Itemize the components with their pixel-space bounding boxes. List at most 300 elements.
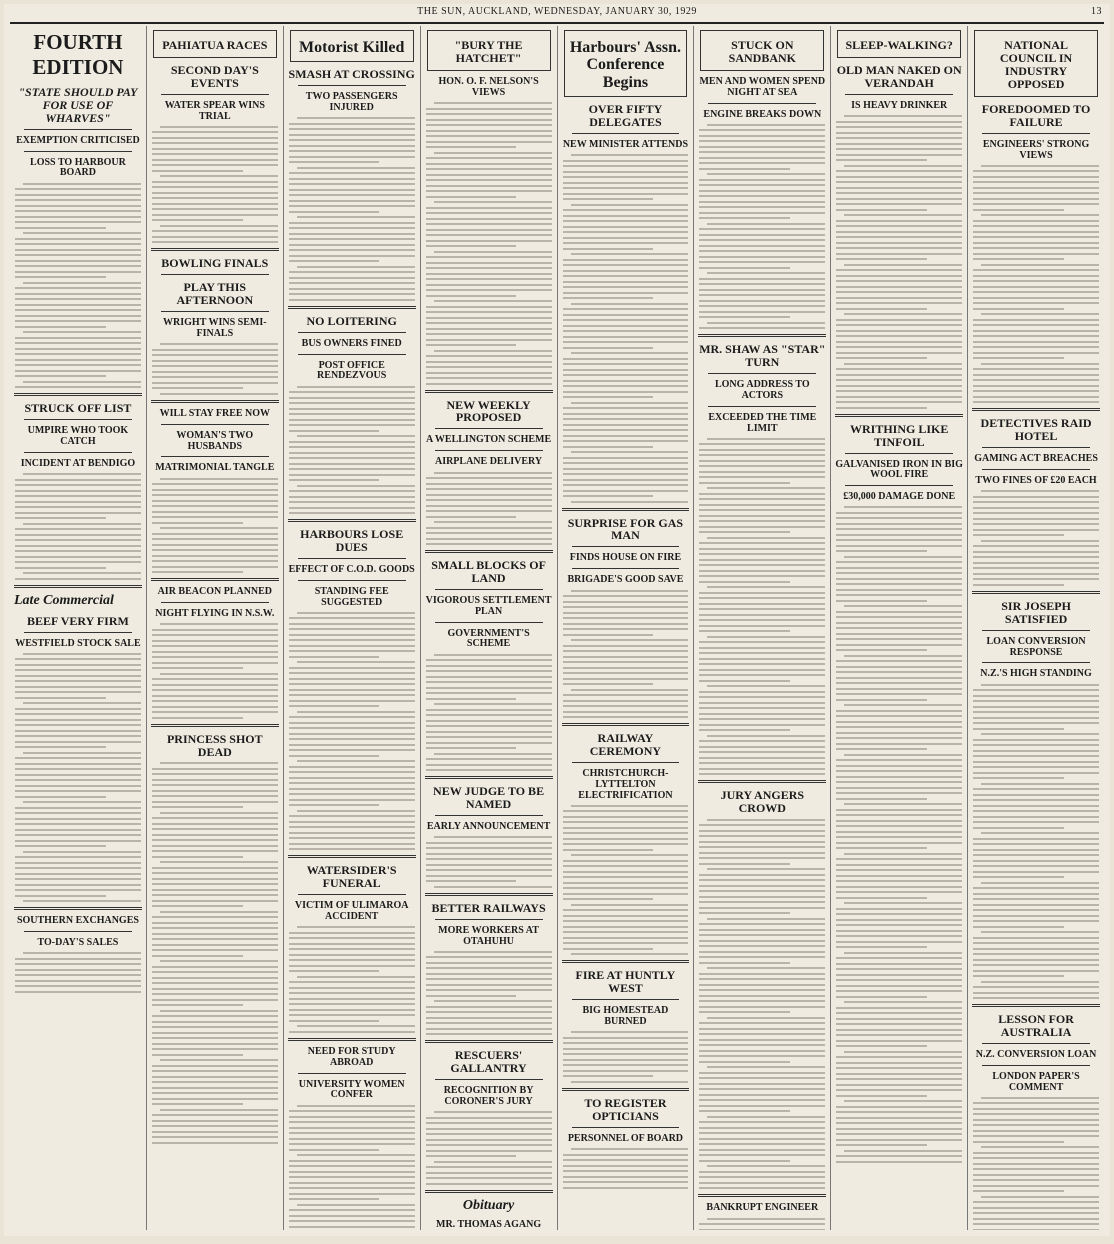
text-line <box>699 1149 825 1151</box>
text-line <box>563 1037 689 1039</box>
subhead-two-fines: TWO FINES OF £20 EACH <box>975 475 1097 487</box>
text-line <box>699 201 825 203</box>
text-line <box>563 1176 689 1178</box>
text-line <box>699 1099 825 1101</box>
text-line <box>152 555 278 557</box>
text-line <box>160 812 278 814</box>
text-line <box>289 277 415 279</box>
article-body <box>152 762 278 1144</box>
text-line <box>699 740 825 742</box>
text-line <box>563 623 689 625</box>
text-line <box>836 924 962 926</box>
text-line <box>707 918 825 920</box>
text-line <box>836 269 962 271</box>
subhead-exemption: EXEMPTION CRITICISED <box>16 134 140 146</box>
text-line <box>563 374 689 376</box>
text-line <box>699 1187 825 1189</box>
text-line <box>426 505 552 507</box>
text-line <box>152 977 278 979</box>
text-line <box>981 832 1099 834</box>
text-line <box>152 241 278 243</box>
text-line <box>699 890 825 892</box>
text-line <box>699 768 825 770</box>
text-line <box>699 696 825 698</box>
text-line <box>152 1032 278 1034</box>
text-line <box>699 835 825 837</box>
text-line <box>973 942 1099 944</box>
text-line <box>563 832 689 834</box>
text-line <box>699 443 825 445</box>
text-line <box>699 256 825 258</box>
text-line <box>563 1170 689 1172</box>
text-line <box>152 214 278 216</box>
text-line <box>699 874 825 876</box>
text-line <box>152 1098 278 1100</box>
text-line <box>289 832 415 834</box>
text-line <box>152 634 278 636</box>
text-line <box>563 319 689 321</box>
headline-bury-hatchet: "BURY THE HATCHET" <box>454 38 523 65</box>
text-line <box>973 1124 1099 1126</box>
text-line <box>836 534 962 536</box>
text-line <box>426 720 552 722</box>
text-line <box>15 309 141 311</box>
text-line <box>563 446 654 448</box>
text-line <box>289 943 415 945</box>
text-line <box>836 842 962 844</box>
text-line <box>289 948 415 950</box>
text-line <box>836 528 962 530</box>
text-line <box>844 115 962 117</box>
text-line <box>23 282 141 284</box>
text-line <box>426 163 552 165</box>
text-line <box>152 349 278 351</box>
text-line <box>426 383 552 385</box>
text-line <box>15 249 141 251</box>
text-line <box>836 963 962 965</box>
text-line <box>563 656 689 658</box>
text-line <box>426 317 552 319</box>
text-line <box>699 217 790 219</box>
text-line <box>289 413 415 415</box>
text-line <box>289 744 415 746</box>
article-body <box>15 183 141 389</box>
text-line <box>426 962 552 964</box>
text-line <box>836 385 962 387</box>
text-line <box>434 102 552 104</box>
text-line <box>699 597 825 599</box>
text-line <box>563 1070 689 1072</box>
text-line <box>973 1113 1099 1115</box>
subhead-cod-goods: EFFECT OF C.O.D. GOODS <box>288 564 415 576</box>
subhead-loan-conversion: LOAN CONVERSION RESPONSE <box>986 635 1086 658</box>
text-line <box>152 522 243 524</box>
text-line <box>699 956 825 958</box>
text-line <box>563 876 689 878</box>
text-line <box>563 937 689 939</box>
article-body <box>699 124 825 330</box>
text-line <box>160 911 278 913</box>
text-line <box>699 619 825 621</box>
text-line <box>297 810 415 812</box>
text-line <box>160 478 278 480</box>
text-line <box>836 170 962 172</box>
text-line <box>699 542 825 544</box>
text-line <box>426 670 552 672</box>
headline-motorist: Motorist Killed <box>299 39 405 56</box>
subhead-standing-fee: STANDING FEE SUGGESTED <box>314 585 389 608</box>
text-line <box>571 501 689 503</box>
text-line <box>699 846 825 848</box>
text-line <box>289 650 415 652</box>
text-line <box>836 1089 962 1091</box>
text-line <box>563 948 654 950</box>
text-line <box>426 322 552 324</box>
text-line <box>563 281 689 283</box>
text-line <box>699 278 825 280</box>
text-line <box>152 823 278 825</box>
text-line <box>563 711 689 713</box>
text-line <box>289 507 415 509</box>
text-line <box>426 289 552 291</box>
text-line <box>836 693 962 695</box>
text-line <box>23 653 141 655</box>
text-line <box>426 157 552 159</box>
text-line <box>707 586 825 588</box>
text-line <box>289 656 380 658</box>
text-line <box>426 725 552 727</box>
text-line <box>434 1111 552 1113</box>
text-line <box>699 978 825 980</box>
text-line <box>699 1083 825 1085</box>
text-line <box>152 933 278 935</box>
text-line <box>563 887 689 889</box>
text-line <box>973 849 1099 851</box>
text-line <box>699 520 825 522</box>
text-line <box>836 974 962 976</box>
text-line <box>426 179 552 181</box>
text-line <box>15 735 141 737</box>
text-line <box>426 687 552 689</box>
text-line <box>973 876 1064 878</box>
text-line <box>836 198 962 200</box>
text-line <box>973 739 1099 741</box>
text-line <box>973 518 1099 520</box>
text-line <box>973 953 1099 955</box>
text-line <box>289 623 415 625</box>
text-line <box>707 1066 825 1068</box>
text-line <box>289 1132 415 1134</box>
text-line <box>160 225 278 227</box>
text-line <box>563 385 689 387</box>
text-line <box>973 192 1099 194</box>
text-line <box>836 154 962 156</box>
text-line <box>836 220 962 222</box>
text-line <box>699 1006 825 1008</box>
text-line <box>699 1176 825 1178</box>
article-body <box>973 165 1099 404</box>
text-line <box>426 190 552 192</box>
text-line <box>152 629 278 631</box>
text-line <box>844 704 962 706</box>
text-line <box>699 912 790 914</box>
article-body <box>15 473 141 580</box>
text-line <box>836 831 962 833</box>
text-line <box>973 346 1099 348</box>
text-line <box>152 142 278 144</box>
text-line <box>15 969 141 971</box>
subhead-over-fifty: OVER FIFTY DELEGATES <box>588 101 663 129</box>
text-line <box>426 245 517 247</box>
text-line <box>152 717 243 719</box>
text-line <box>289 1127 415 1129</box>
subhead-heavy-drinker: IS HEAVY DRINKER <box>851 99 948 111</box>
text-line <box>289 172 415 174</box>
text-line <box>836 869 962 871</box>
subhead-agang: MR. THOMAS AGANG <box>436 1218 542 1230</box>
text-line <box>426 681 552 683</box>
text-line <box>426 130 552 132</box>
text-line <box>23 232 141 234</box>
text-line <box>836 539 962 541</box>
text-line <box>836 1073 962 1075</box>
text-line <box>152 219 243 221</box>
text-line <box>699 641 825 643</box>
text-line <box>699 691 825 693</box>
text-line <box>836 1155 962 1157</box>
text-line <box>973 335 1099 337</box>
text-line <box>297 386 415 388</box>
text-line <box>23 851 141 853</box>
text-line <box>973 920 1099 922</box>
text-line <box>15 675 141 677</box>
text-line <box>426 989 552 991</box>
text-line <box>563 429 689 431</box>
text-line <box>426 339 552 341</box>
text-line <box>289 826 415 828</box>
text-line <box>836 825 962 827</box>
text-line <box>23 572 141 574</box>
text-line <box>836 770 962 772</box>
text-line <box>836 809 962 811</box>
text-line <box>699 751 825 753</box>
text-line <box>289 123 415 125</box>
text-line <box>973 401 1099 403</box>
text-line <box>836 715 962 717</box>
text-line <box>152 170 243 172</box>
text-line <box>289 1143 415 1145</box>
text-line <box>152 489 278 491</box>
text-line <box>426 978 552 980</box>
text-line <box>973 717 1099 719</box>
text-line <box>836 512 962 514</box>
text-line <box>15 680 141 682</box>
text-line <box>289 1176 415 1178</box>
text-line <box>152 889 278 891</box>
headline-will-stay: WILL STAY FREE NOW <box>159 407 271 419</box>
text-line <box>699 162 825 164</box>
text-line <box>836 567 962 569</box>
text-line <box>836 231 962 233</box>
text-line <box>15 763 141 765</box>
text-line <box>434 886 552 888</box>
text-line <box>15 545 141 547</box>
text-line <box>426 295 517 297</box>
text-line <box>289 244 415 246</box>
text-line <box>836 346 962 348</box>
article-body <box>426 951 552 1036</box>
text-line <box>563 187 689 189</box>
text-line <box>297 612 415 614</box>
text-line <box>426 333 552 335</box>
text-line <box>152 382 278 384</box>
text-line <box>973 761 1099 763</box>
text-line <box>426 864 552 866</box>
text-line <box>844 363 962 365</box>
text-line <box>297 266 415 268</box>
subhead-address-actors: LONG ADDRESS TO ACTORS <box>714 379 810 401</box>
text-line <box>563 1159 689 1161</box>
text-line <box>973 385 1099 387</box>
text-line <box>836 633 962 635</box>
text-line <box>836 143 962 145</box>
text-line <box>289 156 415 158</box>
text-line <box>152 651 278 653</box>
text-line <box>699 294 825 296</box>
text-line <box>973 551 1099 553</box>
text-line <box>571 1148 689 1150</box>
text-line <box>152 1026 278 1028</box>
text-line <box>152 131 278 133</box>
text-line <box>152 1142 278 1144</box>
text-line <box>836 324 962 326</box>
text-line <box>699 228 825 230</box>
text-line <box>973 893 1099 895</box>
text-line <box>289 981 415 983</box>
text-line <box>973 357 1064 359</box>
text-line <box>152 483 278 485</box>
subhead-house-fire: FINDS HOUSE ON FIRE <box>569 552 682 564</box>
text-line <box>563 926 689 928</box>
text-line <box>426 853 552 855</box>
text-line <box>563 601 689 603</box>
subhead-wright: WRIGHT WINS SEMI-FINALS <box>163 317 267 340</box>
text-line <box>563 484 689 486</box>
text-line <box>699 1061 790 1063</box>
article-body <box>426 1111 552 1185</box>
text-line <box>434 836 552 838</box>
text-line <box>571 253 689 255</box>
text-line <box>289 1220 415 1222</box>
text-line <box>152 544 278 546</box>
text-line <box>699 663 825 665</box>
text-line <box>289 683 415 685</box>
text-line <box>297 1025 415 1027</box>
text-line <box>15 188 141 190</box>
text-line <box>15 479 141 481</box>
text-line <box>426 538 552 540</box>
text-line <box>289 733 415 735</box>
text-line <box>563 176 689 178</box>
text-line <box>15 567 106 569</box>
text-line <box>289 727 415 729</box>
text-line <box>289 134 415 136</box>
text-line <box>836 858 962 860</box>
text-line <box>836 401 962 403</box>
text-line <box>15 205 141 207</box>
text-line <box>836 666 962 668</box>
text-line <box>152 1065 278 1067</box>
column-7 <box>831 26 968 1230</box>
text-line <box>981 882 1099 884</box>
text-line <box>973 396 1099 398</box>
text-line <box>152 505 278 507</box>
text-line <box>289 200 415 202</box>
article-body <box>426 654 552 772</box>
subhead-ulimaroa: VICTIM OF ULIMAROA ACCIDENT <box>294 900 409 923</box>
text-line <box>699 1050 825 1052</box>
text-line <box>289 722 415 724</box>
text-line <box>297 661 415 663</box>
text-line <box>289 183 415 185</box>
text-line <box>426 355 552 357</box>
text-line <box>836 732 962 734</box>
subhead-high-standing: N.Z.'S HIGH STANDING <box>980 668 1092 680</box>
text-line <box>571 639 689 641</box>
text-line <box>152 988 278 990</box>
text-line <box>563 380 689 382</box>
text-line <box>289 837 415 839</box>
text-line <box>844 264 962 266</box>
text-line <box>836 1144 927 1146</box>
newspaper-page <box>4 4 1110 1236</box>
text-line <box>289 1138 415 1140</box>
text-line <box>15 741 141 743</box>
text-line <box>563 827 689 829</box>
text-line <box>434 521 552 523</box>
text-line <box>836 847 927 849</box>
text-line <box>973 1223 1099 1225</box>
text-line <box>836 379 962 381</box>
text-line <box>15 834 141 836</box>
text-line <box>699 1154 825 1156</box>
text-line <box>699 195 825 197</box>
text-line <box>289 998 415 1000</box>
text-line <box>426 499 552 501</box>
text-line <box>152 1054 243 1056</box>
text-line <box>15 691 141 693</box>
text-line <box>15 342 141 344</box>
text-line <box>973 341 1099 343</box>
text-line <box>289 1193 415 1195</box>
text-line <box>152 938 278 940</box>
text-line <box>836 1040 962 1042</box>
edition-title: FOURTH EDITION <box>32 30 124 79</box>
text-line <box>571 204 689 206</box>
text-line <box>563 672 689 674</box>
text-line <box>563 810 689 812</box>
text-line <box>699 625 825 627</box>
text-line <box>699 907 825 909</box>
text-line <box>426 532 552 534</box>
text-line <box>973 242 1099 244</box>
text-line <box>844 506 962 508</box>
text-line <box>289 490 415 492</box>
text-line <box>973 198 1099 200</box>
text-line <box>836 225 962 227</box>
text-line <box>152 905 243 907</box>
text-line <box>426 731 552 733</box>
